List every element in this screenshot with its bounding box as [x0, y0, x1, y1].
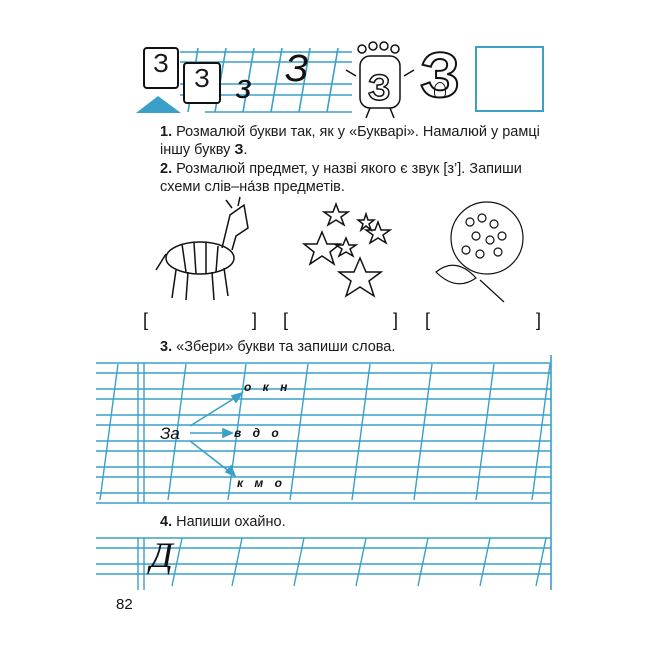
word-ending-1: о к н	[244, 380, 292, 394]
scheme-bracket-left-1: [	[143, 310, 149, 330]
task-1: 1. Розмалюй букви так, як у «Букварі». Намалюй у рамці іншу букву З.	[160, 124, 540, 158]
task-2: 2. Розмалюй предмет, у назві якого є звук [з’]. Запиши схеми слів–на́зв предметів.	[160, 161, 522, 195]
word-start: За	[160, 424, 180, 443]
word-ending-2: в д о	[234, 426, 283, 440]
handwriting-sample: Д	[150, 535, 173, 575]
letter-badge: З	[143, 47, 179, 89]
scheme-bracket-left-3: [	[425, 310, 431, 330]
draw-letter-frame[interactable]	[475, 46, 544, 112]
scheme-bracket-right-3: ]	[536, 310, 542, 330]
cursive-lower-letter: з	[236, 68, 252, 106]
scheme-bracket-left-2: [	[283, 310, 289, 330]
word-ending-3: к м о	[237, 476, 286, 490]
task-4: 4. Напиши охайно.	[160, 514, 286, 530]
triangle-marker	[136, 96, 181, 113]
scheme-bracket-right-1: ]	[252, 310, 258, 330]
print-letter-box: З	[183, 62, 221, 104]
keyhole-icon	[434, 82, 446, 98]
page-number: 82	[116, 596, 133, 613]
svg-text:З: З	[368, 67, 391, 108]
task-3: 3. «Збери» букви та запиши слова.	[160, 339, 396, 355]
cursive-upper-letter: З	[285, 48, 309, 90]
scheme-bracket-right-2: ]	[393, 310, 399, 330]
lock-letter: З	[420, 39, 461, 111]
